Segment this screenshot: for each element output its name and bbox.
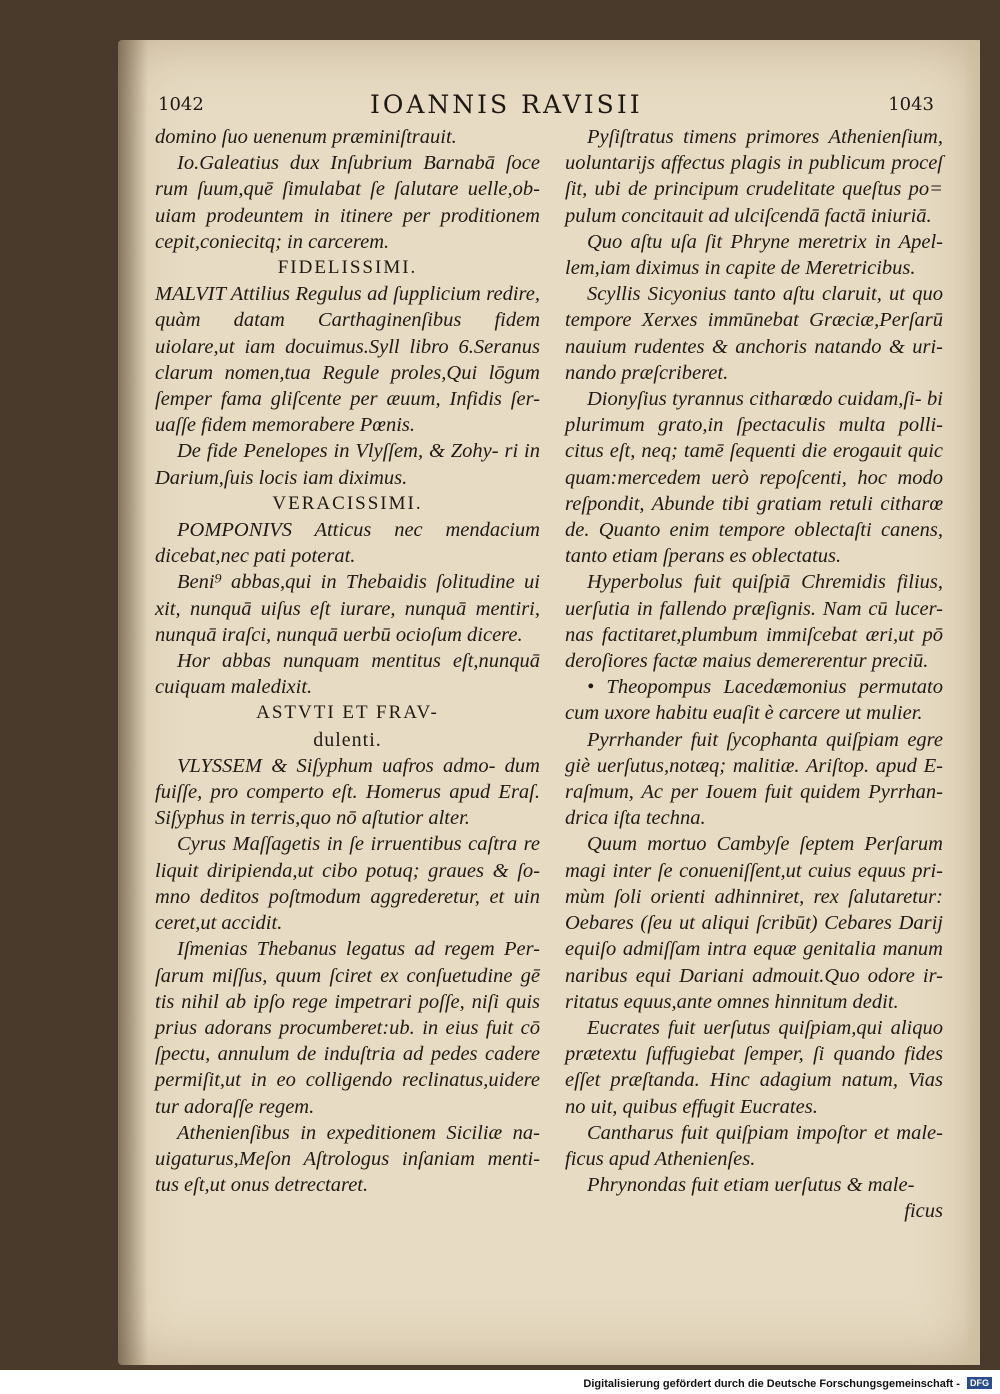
- paragraph: VLYSSEM & Siſyphum uafros admo- dum fuiſſe, pro comperto eſt. Homerus apud Eraſ. Siſyphus in terris,quo nō aſtutior alter.: [155, 754, 540, 830]
- section-heading-continued: dulenti.: [313, 728, 382, 751]
- paragraph: Quum mortuo Cambyſe ſeptem Perſarum magi inter ſe conueniſſent,ut cuius equus pri- mùm ſoli orienti adhinniret, rex ſalutaretur: Oebares (ſeu ut aliqui ſcribūt) Cebares Darij equiſo admiſſam intra equæ genitalia manum naribus equi Dariani admouit.Quo odore ir- ritatus equus,ante omnes hinnitum dedit.: [565, 833, 943, 1013]
- running-title: IOANNIS RAVISII: [370, 90, 643, 119]
- left-column: [155, 124, 540, 1198]
- section-heading: FIDELISSIMI.: [277, 257, 418, 279]
- right-column: [565, 124, 943, 1225]
- catchword: ficus: [904, 1200, 943, 1223]
- page-number-left: 1042: [158, 94, 204, 115]
- paragraph: Athenienſibus in expeditionem Siciliæ na- uigaturus,Meſon Aſtrologus inſaniam menti- tus eſt,ut onus detrectaret.: [155, 1121, 540, 1197]
- paragraph: Hor abbas nunquam mentitus eſt,nunquā cuiquam maledixit.: [155, 650, 540, 699]
- paragraph: Cyrus Maſſagetis in ſe irruentibus caſtra re liquit diripienda,ut cibo potuq; graues & ſo- mno deditos poſtmodum aggrederetur, et uin ceret,ut accidit.: [155, 833, 540, 935]
- paragraph: Cantharus fuit quiſpiam impoſtor et male- ficus apud Athenienſes.: [565, 1121, 943, 1170]
- paragraph: Eucrates fuit uerſutus quiſpiam,qui aliquo prætextu ſuffugiebat ſemper, ſi quando fides eſſet præſtanda. Hinc adagium natum, Vias no uit, quibus effugit Eucrates.: [565, 1016, 943, 1118]
- paragraph: Iſmenias Thebanus legatus ad regem Per- ſarum miſſus, quum ſciret ex conſuetudine gē tis nihil ab ipſo rege impetrari poſſe, niſi quis prius adorans procumberet:ub. in eius fuit cō ſpectu, annulum de induſtria ad pedes cadere permiſit,ut in eo colligendo reclinatus,uidere tur adoraſſe regem.: [155, 938, 540, 1118]
- paragraph: Hyperbolus fuit quiſpiā Chremidis filius, uerſutia in fallendo præſignis. Nam cū lucer- nas factitaret,plumbum immiſcebat æri,ut pō deroſiores factæ maius demererentur preciū.: [565, 571, 943, 673]
- dfg-logo: DFG: [967, 1377, 992, 1389]
- section-heading: VERACISSIMI.: [272, 492, 423, 514]
- paragraph: De fide Penelopes in Vlyſſem, & Zohy- ri in Darium,ſuis locis iam diximus.: [155, 440, 540, 489]
- paragraph: Pyrrhander fuit ſycophanta quiſpiam egre giè uerſutus,notæq; malitiæ. Ariſtop. apud E- raſmum, Ac per Iouem fuit quidem Pyrrhan- drica iſta techna.: [565, 728, 943, 830]
- page-header: [150, 90, 940, 124]
- credit-text: Digitalisierung gefördert durch die Deutsche Forschungsgemeinschaft -: [583, 1378, 960, 1390]
- paragraph: Scyllis Sicyonius tanto aſtu claruit, ut quo tempore Xerxes immūnebat Græciæ,Perſarū nauium rudentes & anchoris natando & uri- nando præſcriberet.: [565, 283, 943, 384]
- paragraph: Phrynondas fuit etiam uerſutus & male-: [587, 1174, 915, 1197]
- paragraph: domino ſuo uenenum præminiſtrauit.: [155, 126, 457, 148]
- paragraph: Io.Galeatius dux Inſubrium Barnabā ſoce rum ſuum,quē ſimulabat ſe ſalutare uelle,ob- uiam prodeuntem in itinere per proditionem cepit,coniecitq; in carcerem.: [155, 152, 540, 253]
- paragraph: MALVIT Attilius Regulus ad ſupplicium redire, quàm datam Carthaginenſibus fidem uiolare,ut iam docuimus.Syll libro 6.Seranus clarum nomen,tua Regule proles,Qui lōgum ſemper fama gliſcente per æuum, Infidis ſer- uaſſe fidem memorabere Pœnis.: [155, 283, 540, 437]
- page-number-right: 1043: [888, 94, 934, 115]
- digitization-credit: [583, 1377, 992, 1390]
- footer-bar: [0, 1370, 1000, 1394]
- paragraph: POMPONIVS Atticus nec mendacium dicebat,nec pati poterat.: [155, 519, 540, 568]
- paragraph: Dionyſius tyrannus citharœdo cuidam,ſi- bi plurimum grato,in ſpectaculis multa polli- citus eſt, neq; tamē ſequenti die erogauit quic quam:mercedem uerò repoſcenti, hoc modo reſpondit, Abunde tibi gratiam retuli citharœ de. Quanto enim tempore oblectaſti canens, tanto etiam ſperans es oblectatus.: [565, 388, 943, 568]
- paragraph: • Theopompus Lacedæmonius permutato cum uxore habitu euaſit è carcere ut mulier.: [565, 676, 943, 725]
- paragraph: Pyſiſtratus timens primores Athenienſium, uoluntarijs affectus plagis in publicum proceſ ſit, ubi de principum crudelitate queſtus po= pulum concitauit ad ulciſcendā factā iniuriā.: [565, 126, 943, 227]
- page-edge: [964, 40, 980, 1365]
- section-heading: ASTVTI ET FRAV-: [256, 702, 439, 724]
- paragraph: Beni⁹ abbas,qui in Thebaidis ſolitudine ui xit, nunquā uiſus eſt iurare, nunquā mentiri, nunquā iraſci, nunquā uerbū ocioſum dicere.: [155, 571, 540, 646]
- paragraph: Quo aſtu uſa ſit Phryne meretrix in Apel- lem,iam diximus in capite de Meretricibus.: [565, 230, 943, 280]
